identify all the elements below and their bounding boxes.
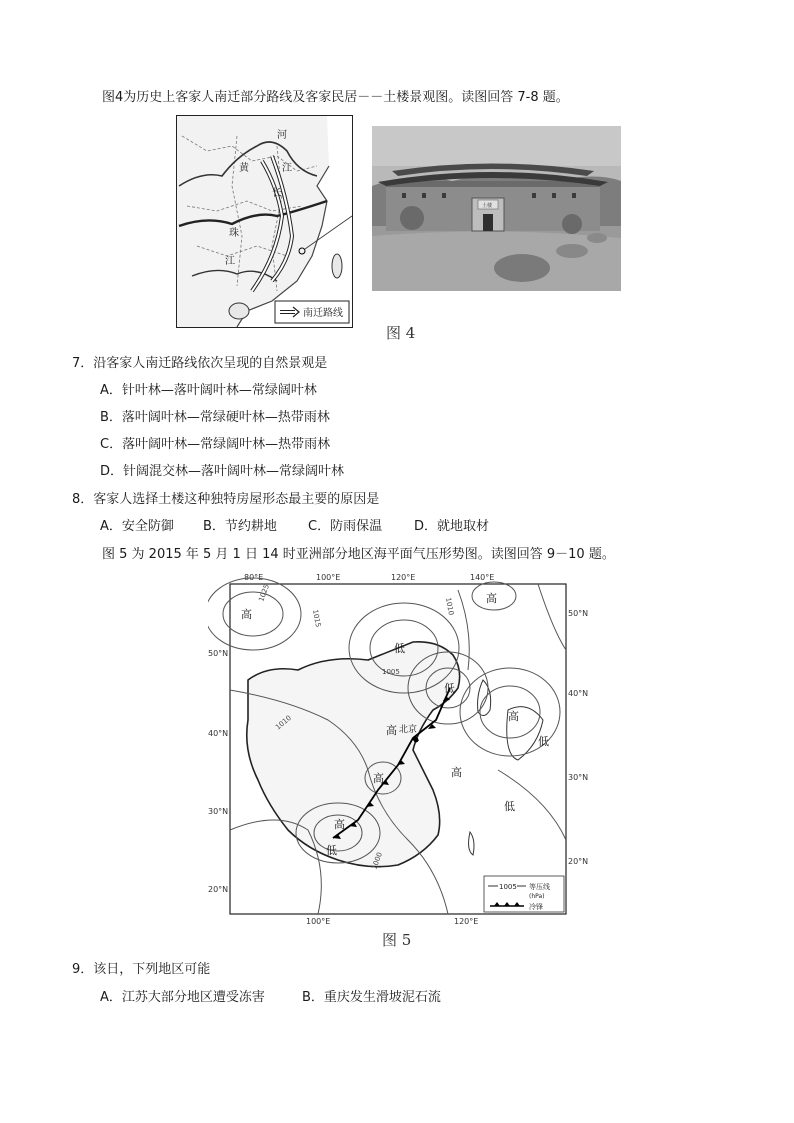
high-label-7: 高 — [334, 818, 345, 831]
tulou-photo — [372, 126, 621, 291]
lon-top-120: 120°E — [391, 573, 416, 582]
legend-isobar-unit: (hPa) — [529, 893, 545, 900]
lat-right-40: 40°N — [568, 689, 588, 698]
legend-cold-front: 冷锋 — [529, 903, 543, 911]
q8-option-a[interactable]: A．安全防御 — [100, 519, 174, 534]
hakka-migration-map — [176, 115, 353, 328]
q8-option-b[interactable]: B．节约耕地 — [203, 519, 277, 534]
map-label-zhu: 珠 — [229, 228, 239, 239]
tulou-sign: 土楼 — [482, 203, 493, 209]
beijing-label: 北京 — [399, 725, 418, 735]
isobar-label-1000: 1000 — [370, 851, 384, 871]
isobar-label-1010: 1010 — [444, 596, 456, 616]
isobar-label-1010b: 1010 — [274, 713, 293, 732]
low-label-1: 低 — [394, 642, 405, 655]
q7-option-c[interactable]: C．落叶阔叶林—常绿阔叶林—热带雨林 — [100, 437, 331, 452]
q7-stem: 7．沿客家人南迁路线依次呈现的自然景观是 — [72, 356, 328, 371]
q7-option-a[interactable]: A．针叶林—落叶阔叶林—常绿阔叶林 — [100, 383, 317, 398]
map-label-he: 河 — [277, 130, 287, 141]
map-label-chang: 长 — [272, 188, 282, 199]
lon-top-80: 80°E — [244, 573, 264, 582]
high-label-1: 高 — [241, 608, 252, 621]
pressure-map — [208, 570, 588, 926]
low-label-2: 低 — [444, 682, 455, 695]
lat-left-50: 50°N — [208, 649, 229, 658]
high-label-3: 高 — [508, 710, 519, 723]
high-label-6: 高 — [451, 766, 462, 779]
isobar-label-1025: 1025 — [257, 583, 271, 603]
map-label-huang: 黄 — [239, 163, 249, 174]
q9-options — [100, 986, 441, 1005]
legend-isobar-label: 等压线 — [529, 883, 550, 891]
low-label-5: 低 — [326, 844, 337, 857]
intro-fig4: 图4为历史上客家人南迁部分路线及客家民居－－土楼景观图。读图回答 7-8 题。 — [102, 90, 569, 105]
low-label-3: 低 — [538, 735, 549, 748]
low-label-4: 低 — [504, 800, 515, 813]
isobar-label-1005: 1005 — [382, 668, 400, 676]
q7-option-d[interactable]: D．针阔混交林—落叶阔叶林—常绿阔叶林 — [100, 464, 345, 479]
q9-option-b[interactable]: B．重庆发生滑坡泥石流 — [302, 990, 441, 1005]
legend-isobar-value: 1005 — [499, 883, 517, 891]
high-label-5: 高 — [373, 772, 384, 785]
map-legend-route: 南迁路线 — [303, 308, 343, 319]
q8-stem: 8．客家人选择土楼这种独特房屋形态最主要的原因是 — [72, 492, 380, 507]
high-label-4: 高 — [386, 724, 397, 737]
lon-top-140: 140°E — [470, 573, 495, 582]
high-label-2: 高 — [486, 592, 497, 605]
lat-right-20: 20°N — [568, 857, 588, 866]
lat-right-50: 50°N — [568, 609, 588, 618]
lat-left-30: 30°N — [208, 807, 229, 816]
lat-left-20: 20°N — [208, 885, 229, 894]
intro-fig5: 图 5 为 2015 年 5 月 1 日 14 时亚洲部分地区海平面气压形势图。读图回答 9－10 题。 — [102, 547, 615, 562]
q9-option-a[interactable]: A．江苏大部分地区遭受冻害 — [100, 990, 265, 1005]
lon-top-100: 100°E — [316, 573, 341, 582]
q8-option-c[interactable]: C．防雨保温 — [308, 519, 383, 534]
fig4-caption: 图 4 — [386, 324, 416, 342]
fig5-caption: 图 5 — [382, 931, 412, 949]
map-label-jiang: 江 — [282, 163, 292, 174]
q8-option-d[interactable]: D．就地取材 — [414, 519, 490, 534]
map-label-jiang2: 江 — [225, 256, 235, 267]
lon-bottom-120: 120°E — [454, 917, 479, 926]
q9-stem: 9．该日，下列地区可能 — [72, 962, 211, 977]
q8-options — [100, 515, 489, 534]
lat-right-30: 30°N — [568, 773, 588, 782]
isobar-label-1015: 1015 — [311, 608, 323, 628]
lon-bottom-100: 100°E — [306, 917, 331, 926]
q7-option-b[interactable]: B．落叶阔叶林—常绿硬叶林—热带雨林 — [100, 410, 330, 425]
lat-left-40: 40°N — [208, 729, 229, 738]
